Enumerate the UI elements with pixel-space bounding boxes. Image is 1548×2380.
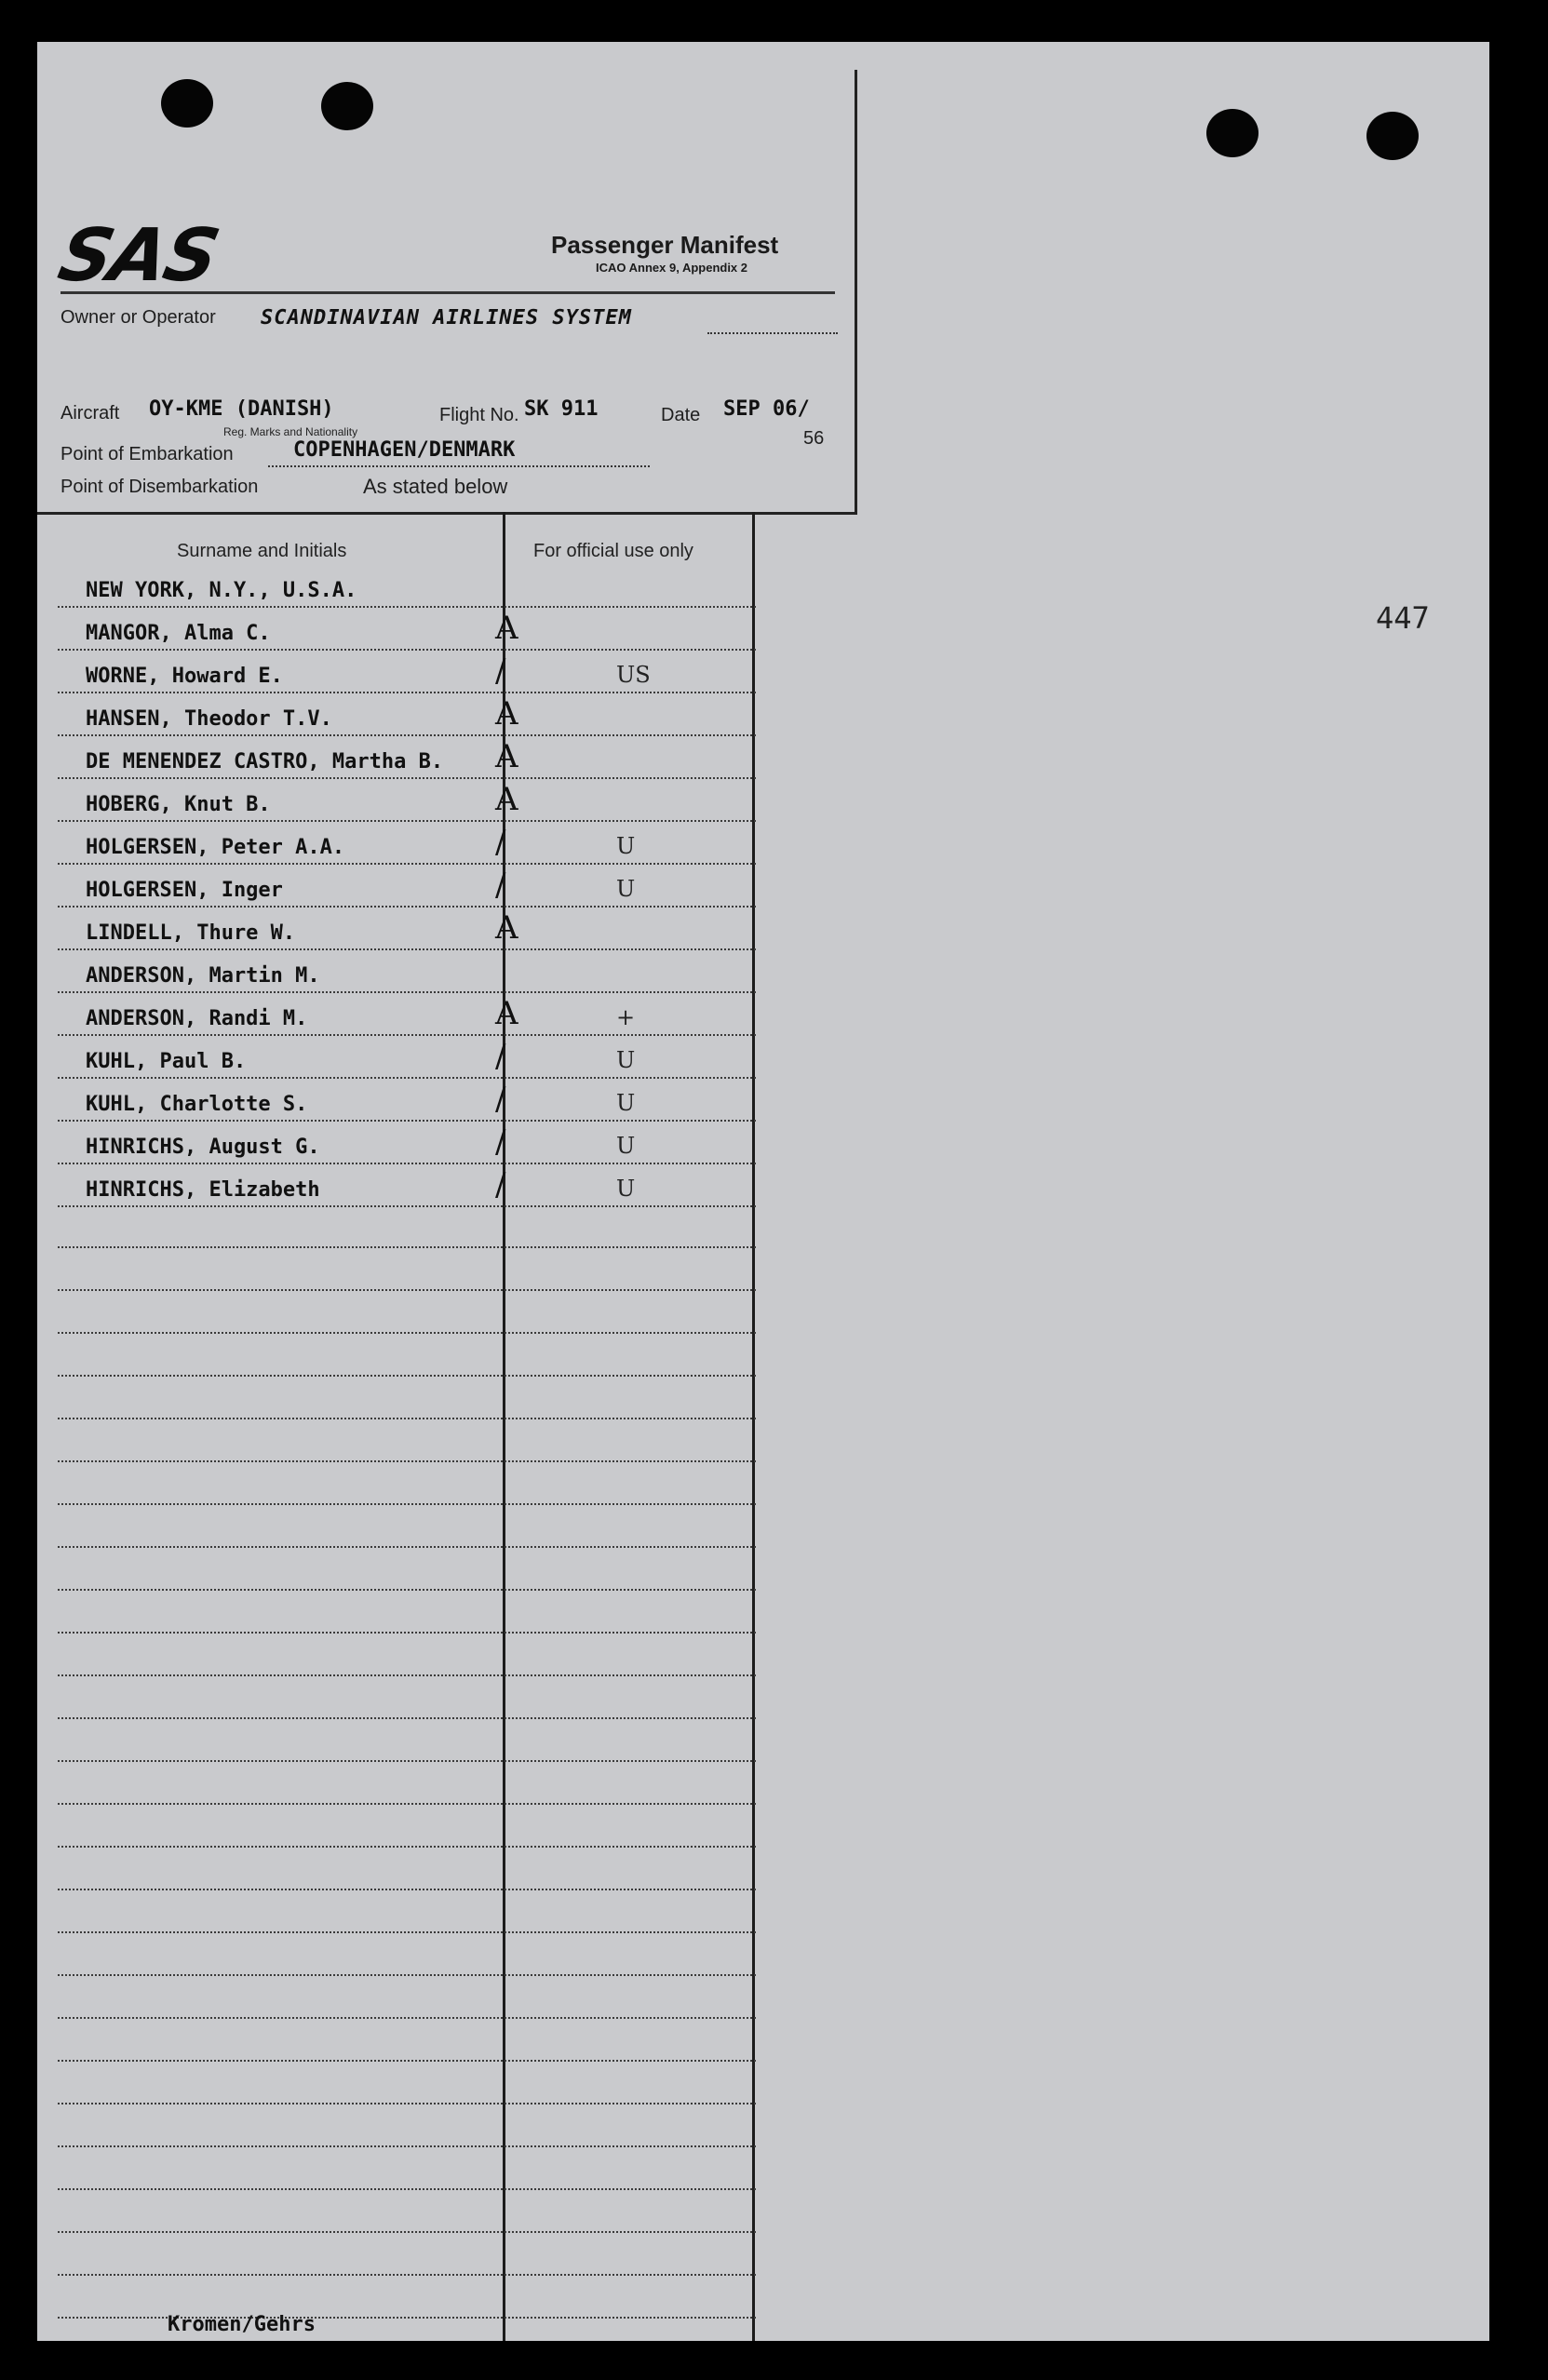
blank-row [58, 1931, 756, 1933]
date-label: Date [661, 405, 701, 425]
passenger-name: MANGOR, Alma C. [86, 622, 271, 645]
embark-value: COPENHAGEN/DENMARK [293, 438, 516, 462]
disembark-value: As stated below [363, 475, 508, 498]
blank-row [58, 2274, 756, 2276]
passenger-name: HOBERG, Knut B. [86, 793, 271, 816]
passenger-name: KUHL, Charlotte S. [86, 1093, 308, 1116]
passenger-row [58, 948, 756, 993]
passenger-row [58, 777, 756, 822]
official-mark: A [495, 995, 518, 1032]
embark-dotted-line [268, 465, 650, 467]
manifest-subtitle: ICAO Annex 9, Appendix 2 [596, 261, 748, 275]
date-value: SEP 06/ [723, 397, 810, 421]
blank-row [58, 2060, 756, 2062]
passenger-row [58, 734, 756, 779]
owner-label: Owner or Operator [61, 307, 216, 328]
official-code: U [616, 1090, 636, 1116]
punch-hole [1366, 112, 1419, 160]
blank-row [58, 2188, 756, 2190]
official-mark: A [495, 695, 518, 733]
official-mark: A [495, 738, 518, 775]
owner-value: SCANDINAVIAN AIRLINES SYSTEM [261, 306, 632, 329]
passenger-name: HINRICHS, Elizabeth [86, 1178, 320, 1202]
official-code: U [616, 1133, 636, 1159]
blank-row [58, 1418, 756, 1419]
disembark-label: Point of Disembarkation [61, 477, 259, 497]
passenger-name: ANDERSON, Randi M. [86, 1007, 308, 1030]
destination-row [58, 563, 756, 608]
blank-row [58, 1974, 756, 1976]
official-mark: / [495, 1038, 506, 1075]
passenger-row [58, 649, 756, 693]
blank-row [58, 1546, 756, 1548]
blank-row [58, 2017, 756, 2019]
official-code: U [616, 1176, 636, 1202]
blank-row [58, 1589, 756, 1591]
page-number: 447 [1376, 600, 1430, 636]
official-code: U [616, 876, 636, 902]
passenger-name: HOLGERSEN, Peter A.A. [86, 836, 345, 859]
official-mark: A [495, 781, 518, 818]
passenger-row [58, 1034, 756, 1079]
blank-row [58, 1632, 756, 1634]
passenger-name: WORNE, Howard E. [86, 665, 283, 688]
passenger-row [58, 906, 756, 950]
flight-label: Flight No. [439, 405, 519, 425]
official-mark: / [495, 1123, 506, 1161]
blank-row [58, 1760, 756, 1762]
passenger-row [58, 1120, 756, 1164]
official-mark: A [495, 909, 518, 947]
names-column-header: Surname and Initials [177, 541, 347, 561]
passenger-name: LINDELL, Thure W. [86, 921, 296, 945]
destination-text: NEW YORK, N.Y., U.S.A. [86, 579, 357, 602]
embark-label: Point of Embarkation [61, 444, 234, 464]
passenger-name: ANDERSON, Martin M. [86, 964, 320, 988]
blank-row [58, 1503, 756, 1505]
blank-row [58, 1375, 756, 1377]
official-code: US [616, 662, 651, 688]
blank-row [58, 2145, 756, 2147]
official-code: U [616, 1047, 636, 1073]
official-mark: / [495, 867, 506, 904]
blank-row [58, 1460, 756, 1462]
blank-row [58, 1246, 756, 1248]
blank-row [58, 2317, 756, 2319]
manifest-sheet [37, 42, 1489, 2341]
official-mark: / [495, 824, 506, 861]
passenger-row [58, 1163, 756, 1207]
passenger-name: HOLGERSEN, Inger [86, 879, 283, 902]
aircraft-label: Aircraft [61, 403, 120, 424]
manifest-title: Passenger Manifest [551, 231, 779, 259]
aircraft-note: Reg. Marks and Nationality [223, 425, 358, 438]
flight-value: SK 911 [524, 397, 599, 421]
blank-row [58, 1289, 756, 1291]
passenger-name: HINRICHS, August G. [86, 1136, 320, 1159]
official-column-header: For official use only [533, 541, 693, 561]
official-mark: / [495, 1081, 506, 1118]
punch-hole [1206, 109, 1259, 157]
official-mark: / [495, 1166, 506, 1203]
passenger-name: KUHL, Paul B. [86, 1050, 247, 1073]
owner-dotted-line [707, 332, 838, 334]
passenger-row [58, 820, 756, 865]
official-code: + [616, 1004, 636, 1030]
official-mark: / [495, 652, 506, 690]
blank-row [58, 2231, 756, 2233]
passenger-row [58, 1077, 756, 1122]
blank-row [58, 1846, 756, 1848]
date-value-year: 56 [803, 428, 825, 449]
passenger-name: DE MENENDEZ CASTRO, Martha B. [86, 750, 444, 773]
official-code: U [616, 833, 636, 859]
footer-text: Kromen/Gehrs [168, 2313, 316, 2336]
passenger-row [58, 991, 756, 1036]
passenger-name: HANSEN, Theodor T.V. [86, 707, 332, 731]
passenger-row [58, 606, 756, 651]
header-rule [61, 291, 835, 294]
passenger-row [58, 692, 756, 736]
blank-row [58, 1717, 756, 1719]
official-mark: A [495, 610, 518, 647]
blank-row [58, 1332, 756, 1334]
passenger-row [58, 863, 756, 908]
blank-row [58, 1803, 756, 1805]
aircraft-value: OY-KME (DANISH) [149, 397, 334, 421]
blank-row [58, 2103, 756, 2104]
sas-logo: SAS [51, 214, 225, 298]
blank-row [58, 1889, 756, 1890]
blank-row [58, 1674, 756, 1676]
